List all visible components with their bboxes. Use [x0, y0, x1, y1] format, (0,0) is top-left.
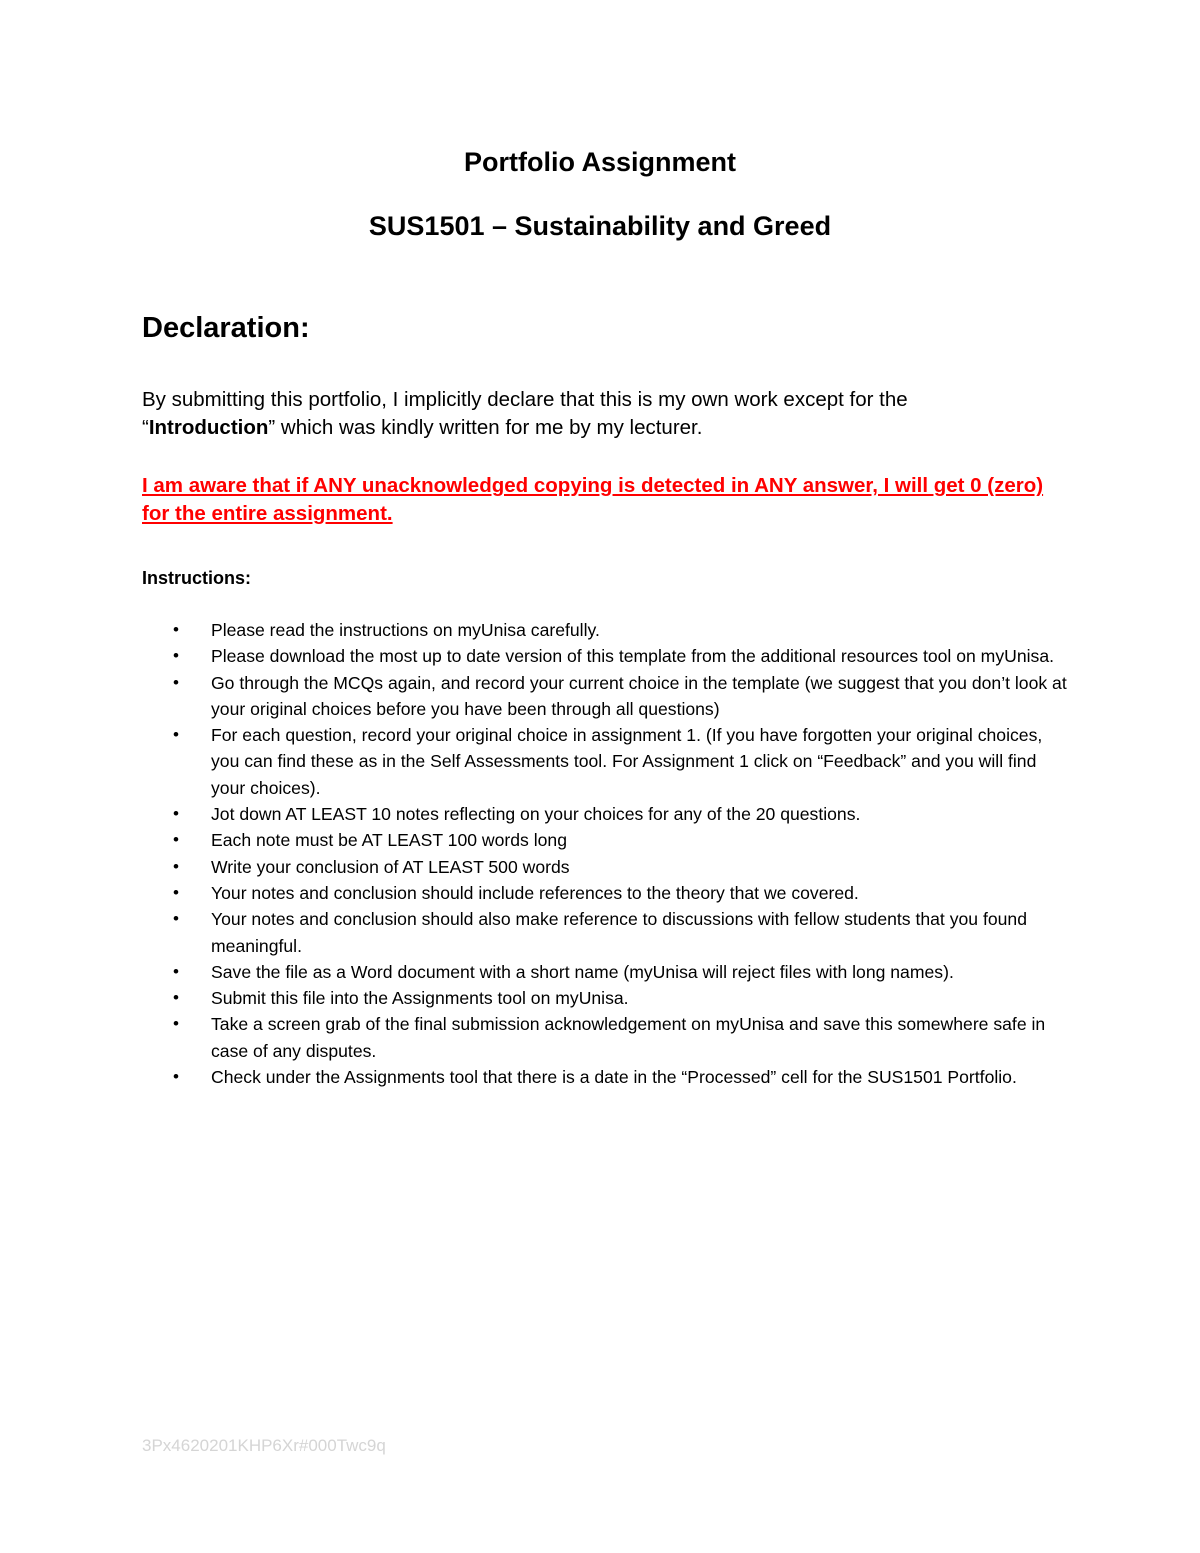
instruction-item: [142, 670, 1072, 723]
bullet-icon: •: [173, 725, 179, 745]
bullet-icon: •: [173, 804, 179, 824]
declaration-part1: By submitting this portfolio, I implicitly declare that this is my own work except for the: [142, 388, 908, 411]
instruction-text: For each question, record your original choice in assignment 1. (If you have forgotten your original choices, you can find these as in the Self Assessments tool. For Assignment 1 click on “Feedback” and you will find your choices).: [211, 725, 1043, 798]
instruction-item: [142, 722, 1072, 801]
instructions-heading: Instructions:: [142, 568, 252, 588]
instruction-text: Your notes and conclusion should include references to the theory that we covered.: [211, 882, 859, 903]
instruction-item: [142, 906, 1072, 959]
copying-warning: [142, 472, 1072, 528]
declaration-part2: ” which was kindly written for me by my lecturer.: [268, 416, 703, 439]
bullet-icon: •: [173, 882, 179, 902]
warning-line-1: I am aware that if ANY unacknowledged copying is detected in ANY answer, I will get 0 (zero): [142, 474, 1044, 497]
instruction-item: [142, 854, 1072, 880]
instruction-item: [142, 827, 1072, 853]
instruction-text: Check under the Assignments tool that there is a date in the “Processed” cell for the SUS1501 Portfolio.: [211, 1067, 1017, 1088]
bullet-icon: •: [173, 672, 179, 692]
bullet-icon: •: [173, 988, 179, 1008]
instruction-item: [142, 985, 1072, 1011]
instruction-text: Save the file as a Word document with a short name (myUnisa will reject files with long names).: [211, 961, 954, 982]
warning-line-2: for the entire assignment.: [142, 502, 393, 525]
declaration-heading: Declaration:: [142, 312, 310, 344]
instruction-item: [142, 801, 1072, 827]
instructions-list: [142, 617, 1072, 1090]
declaration-bold-word: Introduction: [148, 416, 269, 439]
bullet-icon: •: [173, 856, 179, 876]
instruction-text: Please read the instructions on myUnisa carefully.: [211, 620, 600, 640]
bullet-icon: •: [173, 646, 179, 666]
instruction-text: Each note must be AT LEAST 100 words long: [211, 830, 567, 851]
document-subtitle: SUS1501 – Sustainability and Greed: [368, 211, 832, 241]
instruction-text: Please download the most up to date version of this template from the additional resources tool on myUnisa.: [211, 646, 1055, 667]
declaration-text: [142, 386, 1042, 442]
declaration-quote-open: “: [142, 416, 149, 439]
footer-code: 3Px4620201KHP6Xr#000Twc9q: [142, 1436, 386, 1455]
instruction-item: [142, 1064, 1072, 1090]
instruction-text: Your notes and conclusion should also make reference to discussions with fellow students that you found meaningful.: [211, 909, 1027, 956]
instruction-text: Go through the MCQs again, and record your current choice in the template (we suggest that you don’t look at your original choices before you have been through all questions): [211, 672, 1067, 719]
bullet-icon: •: [173, 620, 179, 639]
bullet-icon: •: [173, 830, 179, 850]
bullet-icon: •: [173, 909, 179, 929]
instruction-text: Take a screen grab of the final submission acknowledgement on myUnisa and save this somewhere safe in case of any disputes.: [211, 1014, 1046, 1061]
bullet-icon: •: [173, 1014, 179, 1034]
instruction-item: [142, 643, 1072, 669]
instruction-text: Submit this file into the Assignments tool on myUnisa.: [211, 988, 629, 1009]
bullet-icon: •: [173, 1067, 179, 1087]
bullet-icon: •: [173, 961, 179, 981]
instruction-item: [142, 880, 1072, 906]
instruction-item: [142, 959, 1072, 985]
instruction-text: Write your conclusion of AT LEAST 500 words: [211, 856, 570, 877]
document-title: Portfolio Assignment: [463, 147, 736, 177]
instruction-item: [142, 1011, 1072, 1064]
instruction-text: Jot down AT LEAST 10 notes reflecting on your choices for any of the 20 questions.: [211, 804, 861, 825]
instruction-item: [142, 617, 1072, 643]
